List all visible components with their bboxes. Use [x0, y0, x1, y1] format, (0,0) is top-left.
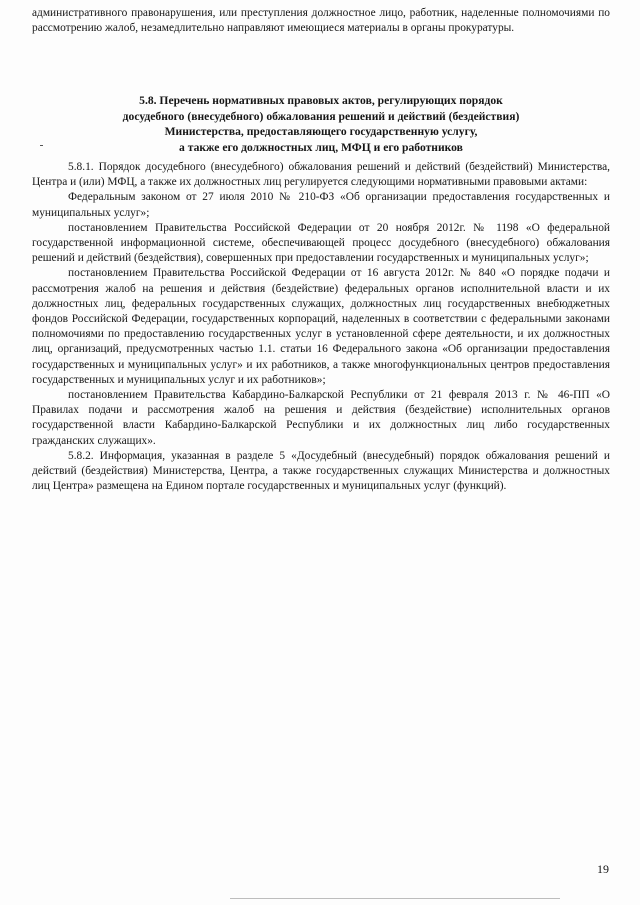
heading-line: 5.8. Перечень нормативных правовых актов, регулирующих порядок: [139, 94, 503, 107]
paragraph-resolution-1198: постановлением Правительства Российской Федерации от 20 ноября 2012г. № 1198 «О федеральной государственной информационной системе, обеспечивающей процесс досудебного (внесудебного) обжалования решений и действий (бездействия), совершенных при предоставлении государственных и муниципальных услуг»;: [32, 221, 610, 265]
paragraph-resolution-46pp: постановлением Правительства Кабардино-Балкарской Республики от 21 февраля 2013 г. № 46-ПП «О Правилах подачи и рассмотрения жалоб на решения и действия (бездействие) исполнительных органов государственной власти Кабардино-Балкарской Республики и их должностных лиц либо государственных гражданских служащих».: [32, 389, 610, 447]
scan-mark: [40, 145, 43, 146]
paragraph-5-8-2: 5.8.2. Информация, указанная в разделе 5 «Досудебный (внесудебный) порядок обжалования решений и действий (бездействия) Министерства, Центра, а также государственных служащих Министерства и должностных лиц Центра» размещена на Едином портале государственных и муниципальных услуг (функций).: [32, 449, 610, 493]
heading-line: досудебного (внесудебного) обжалования решений и действий (бездействия): [122, 109, 520, 123]
section-body: [32, 160, 610, 494]
heading-line: Министерства, предоставляющего государственную услугу,: [164, 125, 478, 139]
heading-line: а также его должностных лиц, МФЦ и его работников: [179, 140, 463, 154]
section-heading: [60, 93, 582, 155]
paragraph-federal-law: Федеральным законом от 27 июля 2010 № 210-ФЗ «Об организации предоставления государственных и муниципальных услуг»;: [32, 191, 610, 219]
footer-rule: [230, 898, 560, 899]
paragraph-resolution-840: постановлением Правительства Российской Федерации от 16 августа 2012г. № 840 «О порядке подачи и рассмотрения жалоб на решения и действия (бездействие) федеральных органов исполнительной власти и их должностных лиц, федеральных государственных служащих, должностных лиц государственных внебюджетных фондов Российской Федерации, государственных корпораций, наделенных в соответствии с федеральными законами полномочиями по предоставлению государственных услуг в установленной сфере деятельности, и их должностных лиц, организаций, предусмотренных частью 1.1. статьи 16 Федерального закона «Об организации предоставления государственных и муниципальных услуг» и их работников, а также многофункциональных центров предоставления государственных и муниципальных услуг и их работников»;: [32, 267, 610, 386]
page-number: 19: [597, 862, 609, 876]
intro-paragraph: административного правонарушения, или преступления должностное лицо, работник, наделенные полномочиями по рассмотрению жалоб, незамедлительно направляют имеющиеся материалы в органы прокуратуры.: [32, 7, 610, 35]
paragraph-5-8-1: 5.8.1. Порядок досудебного (внесудебного) обжалования решений и действий (бездействий) Министерства, Центра и (или) МФЦ, а также их должностных лиц регулируется следующими нормативными правовыми актами:: [32, 161, 610, 189]
